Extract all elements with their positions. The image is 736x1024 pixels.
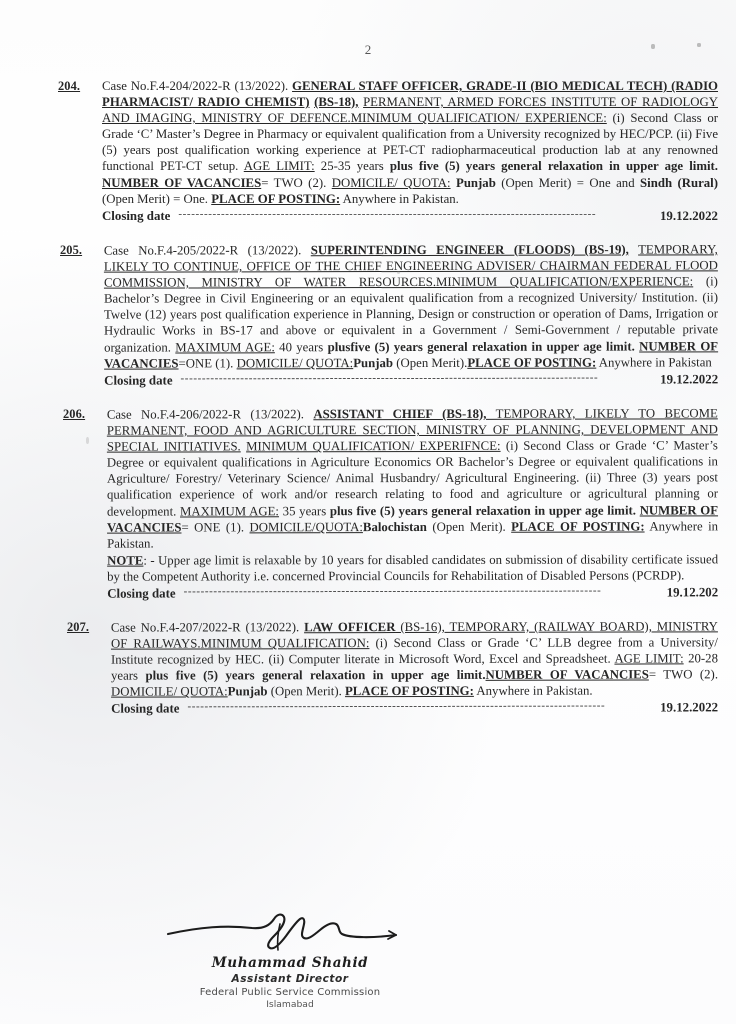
post-title: LAW OFFICER	[304, 619, 396, 635]
entry-number: 205.	[60, 242, 83, 257]
qualification-text: (i) Second Class or Grade ‘C’ LLB degree from a University/ Institute recognized by HEC. (ii) Computer literate in Microsoft Word, Excel and Spreadsheet.	[110, 635, 718, 667]
page-number: 2	[364, 42, 372, 57]
scan-speck	[651, 44, 655, 49]
vacancies-heading: NUMBER OF VACANCIES	[485, 667, 649, 682]
vacancy-entry-205	[60, 242, 718, 389]
domicile-merit-2: (Open Merit) = One.	[102, 191, 212, 206]
organization: TEMPORARY, LIKELY TO CONTINUE, OFFICE OF THE CHIEF ENGINEERING ADVISER/ CHAIRMAN FEDERAL FLOOD COMMISSION, MINISTRY OF WATER RESOURCES.	[103, 242, 718, 290]
case-number: Case No.F.4-204/2022-R (13/2022).	[102, 79, 289, 93]
dash-leader: --------------------------------------------------------------------------------------------------	[187, 699, 606, 713]
closing-date-value: 19.12.2022	[659, 208, 718, 223]
closing-date-label: Closing date	[102, 208, 171, 223]
organization: TEMPORARY, LIKELY TO BECOME PERMANENT, FOOD AND AGRICULTURE SECTION, MINISTRY OF PLANNING, DEVELOPMENT AND SPECIAL INITIATIVES.	[106, 406, 718, 454]
age-limit-heading: AGE LIMIT:	[243, 159, 315, 174]
case-number: Case No.F.4-205/2022-R (13/2022).	[103, 243, 302, 258]
closing-date-row	[111, 700, 718, 718]
closing-date-row	[107, 584, 718, 602]
dash-leader: --------------------------------------------------------------------------------------------------	[180, 371, 599, 385]
age-limit-text: 35 years	[278, 503, 330, 518]
entry-text	[104, 241, 718, 389]
vacancies-text: = TWO (2).	[648, 667, 719, 682]
domicile-heading: DOMICILE/ QUOTA:	[331, 175, 451, 190]
domicile-heading: DOMICILE/ QUOTA:	[111, 684, 228, 699]
scan-speck	[397, 271, 400, 274]
qualification-text: (i) Second Class or Grade ‘C’ Master’s Degree in Pharmacy or equivalent qualification from a University recognized by HEC/PCP. (ii) Five (5) years post qualification working experience at PET-CT radiopharmaceutical production lab at any renowned functional PET-CT setup.	[102, 111, 718, 174]
closing-date-label: Closing date	[111, 701, 180, 716]
signatory-designation: Assistant Director	[231, 973, 349, 985]
post-scale: (BS-18),	[314, 95, 359, 110]
dash-leader: --------------------------------------------------------------------------------------------------	[178, 207, 597, 220]
qualification-heading: MINIMUM QUALIFICATION:	[200, 636, 370, 651]
domicile-heading: DOMICILE/QUOTA:	[249, 519, 363, 534]
note-block	[107, 551, 718, 584]
closing-date-value: 19.12.202	[666, 585, 719, 600]
vacancy-entry-204	[58, 78, 718, 225]
posting-text: Anywhere in Pakistan.	[340, 191, 459, 206]
signatory-name: Muhammad Shahid	[211, 955, 369, 971]
domicile-province-1: Balochistan	[362, 519, 427, 534]
closing-date-value: 19.12.2022	[660, 700, 719, 715]
age-relaxation-text: plus five (5) years general relaxation in upper age limit.	[145, 667, 486, 683]
qualification-heading: MINIMUM QUALIFICATION/ EXPERIFNCE:	[246, 438, 501, 454]
organization: PERMANENT, ARMED FORCES INSTITUTE OF RADIOLOGY AND IMAGING, MINISTRY OF DEFENCE.	[102, 95, 719, 126]
vacancies-text: = TWO (2).	[261, 175, 332, 190]
vacancies-heading: NUMBER OF VACANCIES	[102, 175, 262, 190]
domicile-merit-1: (Open Merit).	[267, 684, 345, 699]
dash-leader: --------------------------------------------------------------------------------------------------	[183, 584, 602, 598]
entry-number: 204.	[58, 79, 81, 93]
handwritten-signature-icon	[140, 908, 440, 954]
entry-text	[102, 78, 718, 225]
advertisement-entries	[58, 78, 718, 734]
case-number: Case No.F.4-207/2022-R (13/2022).	[110, 620, 300, 635]
age-relaxation-text: plus five (5) years general relaxation in upper age limit.	[389, 159, 719, 174]
posting-text: Anywhere in Pakistan.	[107, 518, 719, 551]
qualification-heading: MINIMUM QUALIFICATION/ EXPERIENCE:	[350, 111, 607, 126]
case-number: Case No.F.4-206/2022-R (13/2022).	[106, 406, 305, 422]
domicile-province-2: Sindh (Rural)	[640, 175, 718, 190]
entry-text	[107, 405, 718, 602]
signature-block	[140, 908, 440, 1010]
note-text: : - Upper age limit is relaxable by 10 years for disabled candidates on submission of disability certificate issued by the Competent Authority i.e. concerned Provincial Councils for Rehabilitation of Disabled Persons (PCRDP).	[107, 551, 719, 584]
post-title: ASSISTANT CHIEF (BS-18),	[313, 406, 487, 421]
post-title: SUPERINTENDING ENGINEER (FLOODS) (BS-19),	[310, 242, 629, 258]
age-limit-text: 25-35 years	[314, 159, 390, 174]
age-limit-heading: MAXIMUM AGE:	[175, 339, 275, 354]
closing-date-row	[102, 208, 718, 225]
age-limit-text: 20-28 years	[111, 651, 718, 683]
vacancies-heading: NUMBER OF VACANCIES	[104, 338, 719, 371]
vacancies-heading: NUMBER OF VACANCIES	[107, 502, 719, 534]
age-relaxation-text: plus five (5) years general relaxation in upper age limit.	[329, 502, 636, 518]
domicile-merit-1: (Open Merit).	[426, 519, 512, 534]
qualification-heading: MINIMUM QUALIFICATION/EXPERIENCE:	[436, 274, 694, 289]
entry-number: 207.	[67, 619, 90, 634]
posting-text: Anywhere in Pakistan.	[473, 683, 593, 699]
note-heading: NOTE	[107, 553, 144, 568]
posting-heading: PLACE OF POSTING:	[211, 191, 341, 206]
closing-date-value: 19.12.2022	[660, 371, 719, 387]
entry-text	[111, 618, 718, 718]
domicile-province-1: Punjab	[227, 684, 268, 699]
closing-date-label: Closing date	[104, 373, 173, 388]
vacancies-text: = ONE (1).	[181, 519, 250, 534]
posting-text: Anywhere in Pakistan	[596, 354, 712, 370]
scan-speck	[697, 43, 701, 47]
qualification-text: (i) Second Class or Grade ‘C’ Master’s Degree or equivalent qualifications in Agriculture Economics OR Bachelor’s Degree or equivalent qualifications in Agriculture/ Forestry/ Veterinary Science/ Animal Husbandry/ Agricultural Engineering. (ii) Three (3) years post qualification experience of work and/or research relating to food and agriculture or agricultural planning or development.	[106, 438, 718, 518]
qualification-text: (i) Bachelor’s Degree in Civil Engineering or an equivalent qualification from a recognized University/ Institution. (ii) Twelve (12) years post qualification experience in Planning, Design or construction or operation of Dams, Irrigation or Hydraulic Works in BS-17 and above or equivalent in a Government / Semi-Government / reputable private organization.	[103, 274, 719, 355]
vacancy-entry-207	[67, 619, 718, 718]
domicile-heading: DOMICILE/ QUOTA:	[236, 355, 354, 370]
age-relaxation-text: plusfive (5) years general relaxation in upper age limit.	[327, 338, 635, 354]
vacancies-text: =ONE (1).	[178, 355, 237, 370]
signatory-city: Islamabad	[266, 999, 314, 1010]
posting-heading: PLACE OF POSTING:	[467, 355, 597, 370]
domicile-merit-1: (Open Merit).	[393, 355, 468, 370]
domicile-merit-1: (Open Merit) = One and	[495, 175, 641, 190]
entry-number: 206.	[63, 406, 86, 421]
signatory-organization: Federal Public Service Commission	[199, 987, 381, 998]
closing-date-row	[104, 371, 718, 389]
age-limit-heading: MAXIMUM AGE:	[179, 503, 279, 518]
posting-heading: PLACE OF POSTING:	[344, 684, 474, 699]
scan-speck	[86, 437, 89, 444]
post-title: GENERAL STAFF OFFICER, GRADE-II (BIO MEDICAL TECH) (RADIO PHARMACIST/ RADIO CHEMIST)	[102, 79, 719, 110]
post-scale: (BS-16), TEMPORARY, (RAILWAY BOARD), MINISTRY OF RAILWAYS.	[110, 619, 718, 651]
closing-date-label: Closing date	[107, 586, 176, 601]
posting-heading: PLACE OF POSTING:	[511, 518, 645, 534]
age-limit-text: 40 years	[274, 339, 328, 354]
domicile-province-1: Punjab	[353, 355, 394, 370]
age-limit-heading: AGE LIMIT:	[614, 651, 684, 666]
vacancy-entry-206	[63, 406, 718, 602]
domicile-province-1: Punjab	[450, 175, 496, 190]
